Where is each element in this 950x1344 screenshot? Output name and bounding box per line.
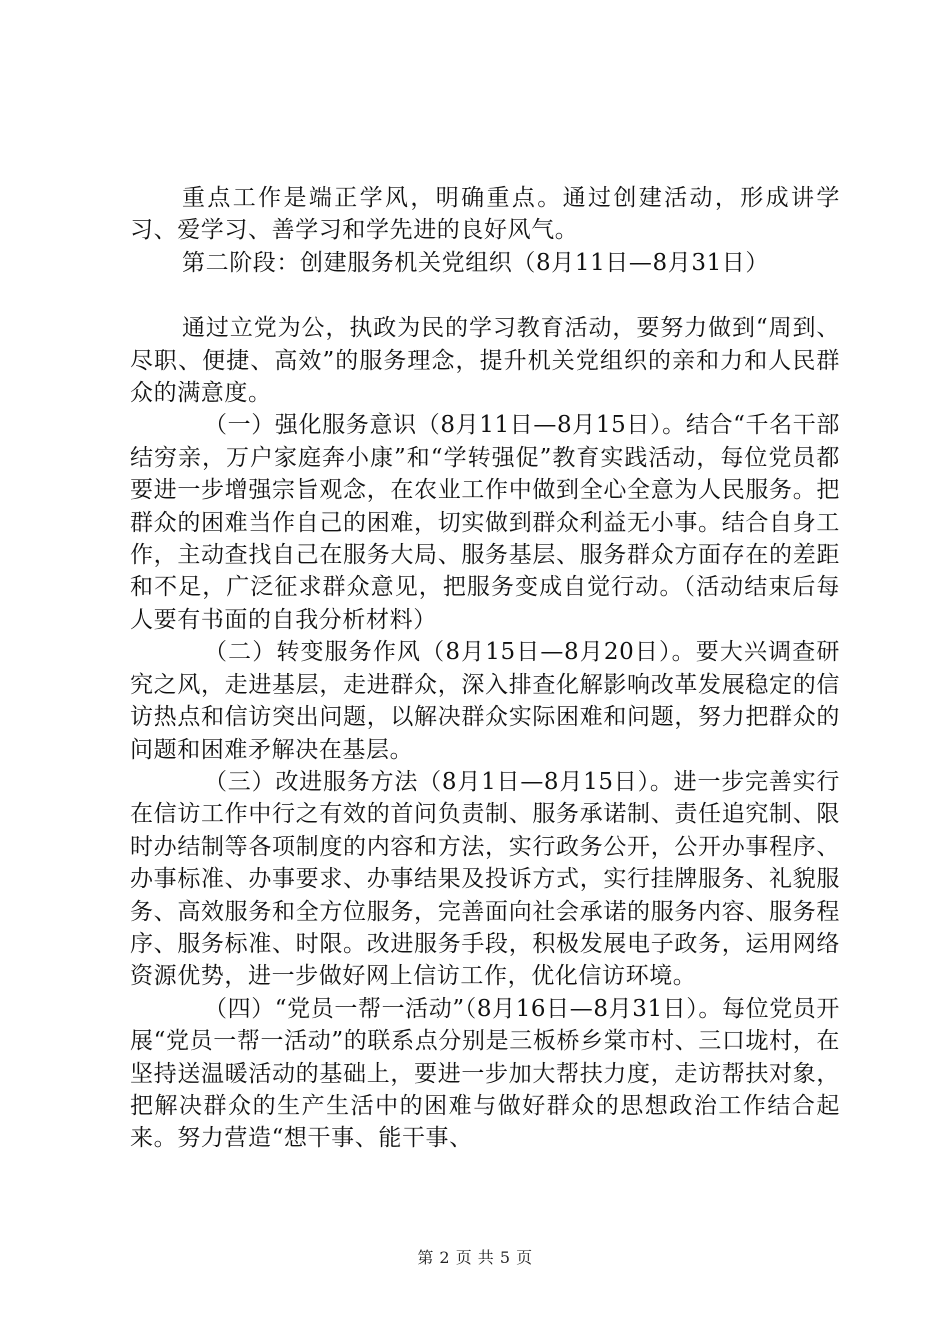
paragraph-service-intro: 通过立党为公，执政为民的学习教育活动，要努力做到“周到、尽职、便捷、高效”的服务理念，提升机关党组织的亲和力和人民群众的满意度。 <box>130 315 840 407</box>
paragraph-item-three: （三）改进服务方法（8月1日—8月15日）。进一步完善实行在信访工作中行之有效的首问负责制、服务承诺制、责任追究制、限时办结制等各项制度的内容和方法，实行政务公开，公开办事程序、办事标准、办事要求、办事结果及投诉方式，实行挂牌服务、礼貌服务、高效服务和全方位服务，完善面向社会承诺的服务内容、服务程序、服务标准、时限。改进服务手段，积极发展电子政务，运用网络资源优势，进一步做好网上信访工作，优化信访环境。 <box>130 768 840 990</box>
paragraph-study-focus: 重点工作是端正学风，明确重点。通过创建活动，形成讲学习、爱学习、善学习和学先进的良好风气。 <box>130 185 840 244</box>
paragraph-stage-two-heading: 第二阶段：创建服务机关党组织（8月11日—8月31日） <box>182 249 769 276</box>
paragraph-item-one: （一）强化服务意识（8月11日—8月15日）。结合“千名干部结穷亲，万户家庭奔小康”和“学转强促”教育实践活动，每位党员都要进一步增强宗旨观念，在农业工作中做到全心全意为人民服务。把群众的困难当作自己的困难，切实做到群众利益无小事。结合自身工作，主动查找自己在服务大局、服务基层、服务群众方面存在的差距和不足，广泛征求群众意见，把服务变成自觉行动。（活动结束后每人要有书面的自我分析材料） <box>130 412 840 633</box>
paragraph-item-four: （四）“党员一帮一活动”（8月16日—8月31日）。每位党员开展“党员一帮一活动”的联系点分别是三板桥乡棠市村、三口垅村，在坚持送温暖活动的基础上，要进一步加大帮扶力度，走访帮扶对象，把解决群众的生产生活中的困难与做好群众的思想政治工作结合起来。努力营造“想干事、能干事、 <box>130 995 840 1152</box>
document-body <box>130 182 840 1155</box>
paragraph-item-two: （二）转变服务作风（8月15日—8月20日）。要大兴调查研究之风，走进基层，走进群众，深入排查化解影响改革发展稳定的信访热点和信访突出问题，以解决群众实际困难和问题，努力把群众的问题和困难矛解决在基层。 <box>130 639 840 763</box>
page-number-footer: 第 2 页 共 5 页 <box>417 1248 533 1267</box>
